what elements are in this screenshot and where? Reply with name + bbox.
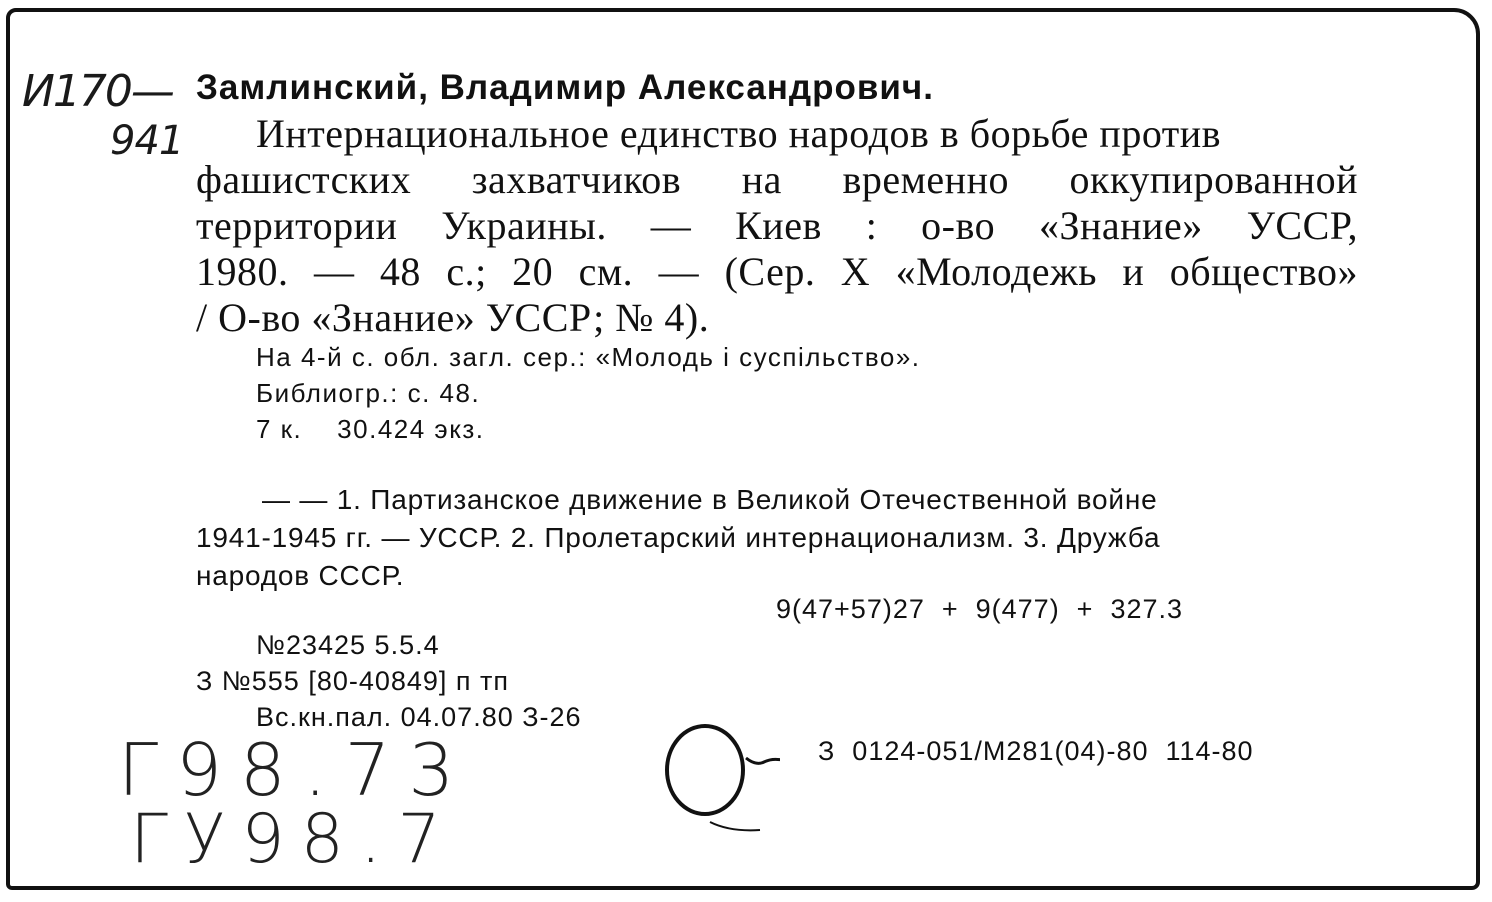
title-line-1: Интернациональное единство народов в борьбе против (256, 111, 1222, 156)
subjects-line-2: 1941-1945 гг. — УССР. 2. Пролетарский интернационализм. 3. Дружба (196, 522, 1161, 553)
title-line-4: 1980. — 48 с.; 20 см. — (Сер. X «Молодежь и общество» (196, 249, 1358, 294)
note-series-title: На 4-й с. обл. загл. сер.: «Молодь і суспільство». (256, 342, 921, 372)
circle-mark-icon (660, 722, 780, 842)
handwritten-call-number-top: И170— (22, 66, 173, 117)
classification-index: 9(47+57)27 + 9(477) + 327.3 (776, 594, 1184, 624)
title-line-2: фашистских захватчиков на временно оккупированной (196, 157, 1358, 202)
title-line-5: / О-во «Знание» УССР; № 4). (196, 295, 710, 340)
handwritten-call-number-bottom: 941 (110, 118, 184, 164)
imprint-line-1: №23425 5.5.4 (256, 630, 440, 660)
author-heading: Замлинский, Владимир Александрович. (196, 68, 934, 107)
publication-code: З 0124-051/М281(04)-80 114-80 (818, 736, 1254, 766)
subjects-line-3: народов СССР. (196, 560, 405, 591)
note-bibliography: Библиогр.: с. 48. (256, 378, 481, 408)
subjects-line-1: — — 1. Партизанское движение в Великой Отечественной войне (262, 484, 1158, 515)
note-price-run: 7 к. 30.424 экз. (256, 414, 485, 444)
imprint-line-3: Вс.кн.пал. 04.07.80 З-26 (256, 702, 582, 732)
handwritten-shelf-mark-2: ГУ98.7 (130, 800, 457, 879)
imprint-line-2: З №555 [80-40849] п тп (196, 666, 510, 696)
title-line-3: территории Украины. — Киев : о-во «Знание» УССР, (196, 203, 1358, 248)
handwritten-shelf-mark-1: Г98.73 (118, 728, 473, 812)
